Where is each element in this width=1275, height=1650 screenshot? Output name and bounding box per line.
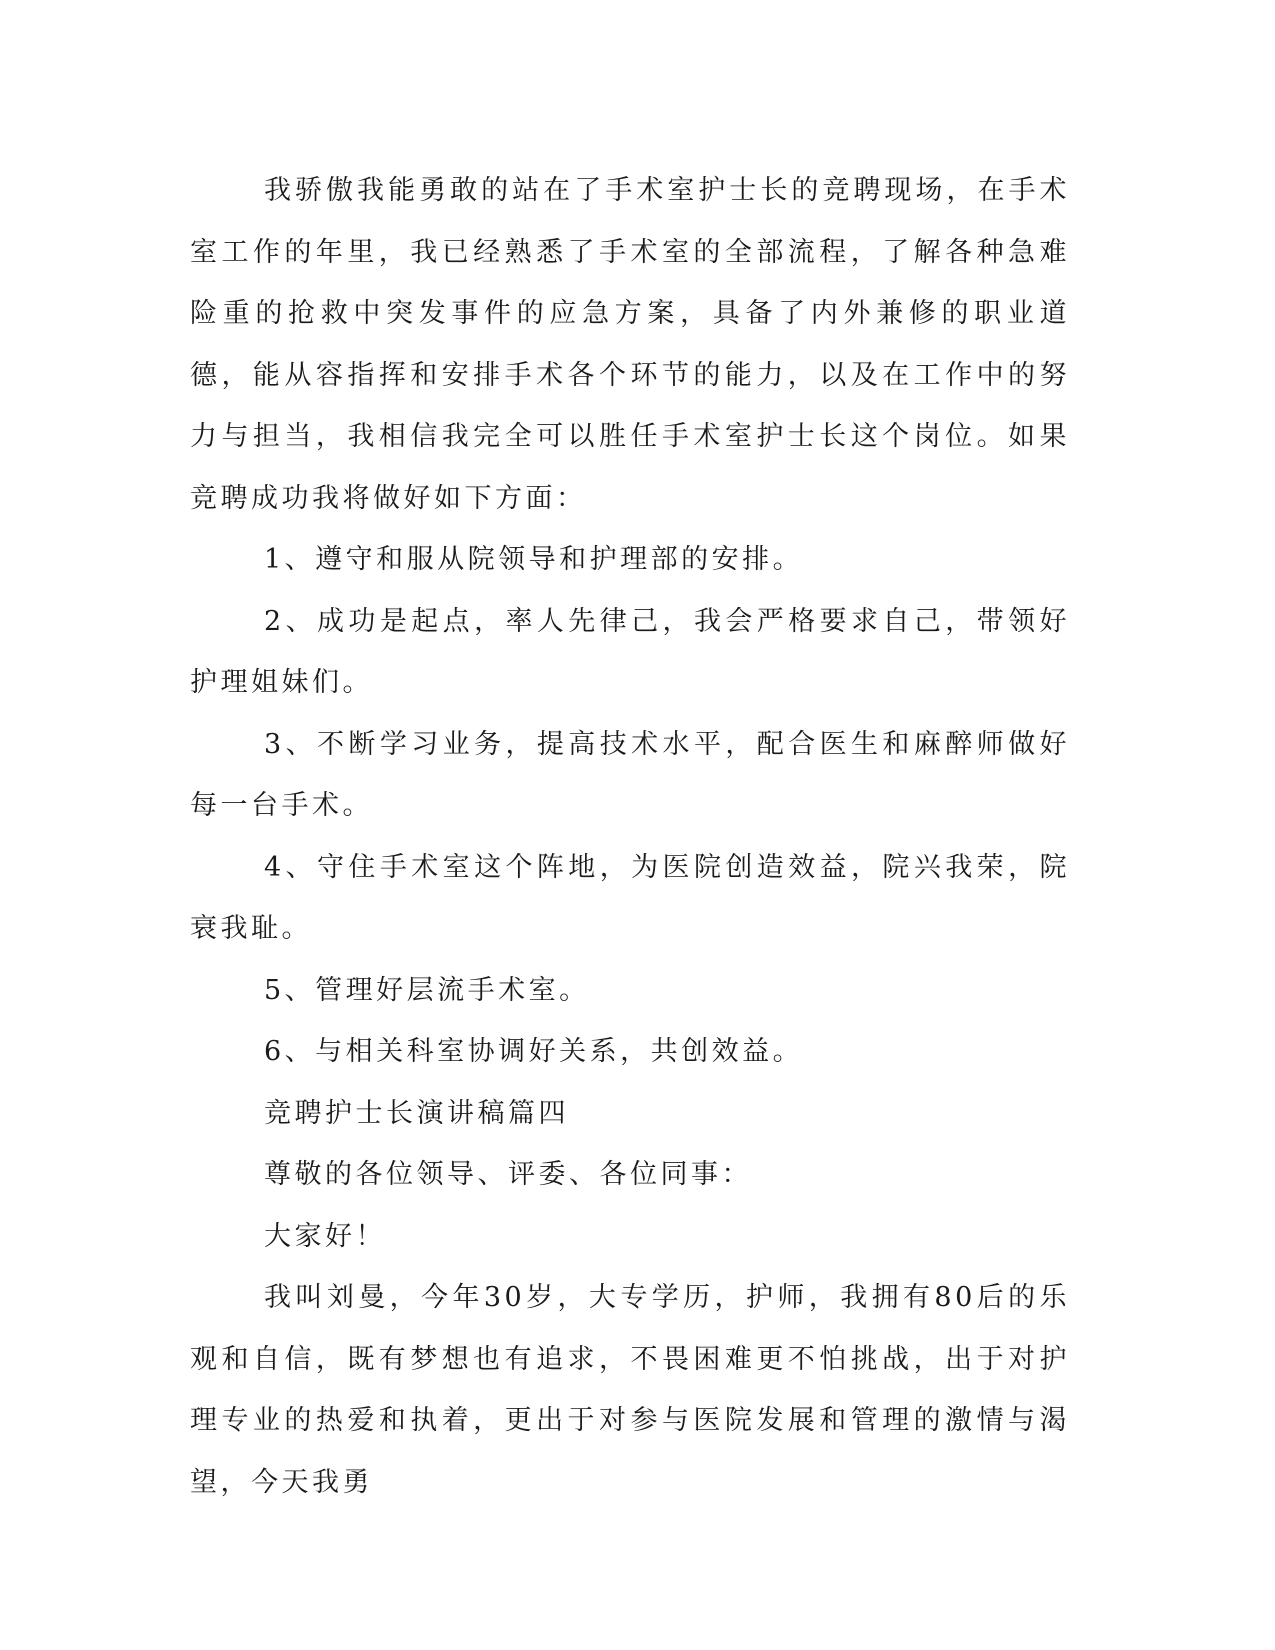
section-heading: 竞聘护士长演讲稿篇四 xyxy=(264,1097,569,1129)
paragraph-self-intro: 我叫刘曼，今年30岁，大专学历，护师，我拥有80后的乐观和自信，既有梦想也有追求，不畏困难更不怕挑战，出于对护理专业的热爱和执着，更出于对参与医院发展和管理的激情与渴望，今天我勇 xyxy=(190,1282,1070,1498)
list-item-5: 5、管理好层流手术室。 xyxy=(264,974,590,1006)
list-item-2: 2、成功是起点，率人先律己，我会严格要求自己，带领好护理姐妹们。 xyxy=(190,605,1070,698)
document-body xyxy=(190,160,1070,1513)
list-item-6: 6、与相关科室协调好关系，共创效益。 xyxy=(264,1036,804,1067)
paragraph-intro: 我骄傲我能勇敢的站在了手术室护士长的竞聘现场，在手术室工作的年里，我已经熟悉了手术室的全部流程，了解各种急难险重的抢救中突发事件的应急方案，具备了内外兼修的职业道德，能从容指挥和安排手术各个环节的能力，以及在工作中的努力与担当，我相信我完全可以胜任手术室护士长这个岗位。如果竞聘成功我将做好如下方面： xyxy=(190,175,1070,514)
list-item-3: 3、不断学习业务，提高技术水平，配合医生和麻醉师做好每一台手术。 xyxy=(190,728,1070,821)
salutation: 尊敬的各位领导、评委、各位同事： xyxy=(264,1159,752,1190)
greeting: 大家好！ xyxy=(264,1220,386,1252)
list-item-1: 1、遵守和服从院领导和护理部的安排。 xyxy=(264,544,804,575)
list-item-4: 4、守住手术室这个阵地，为医院创造效益，院兴我荣，院衰我耻。 xyxy=(190,851,1070,944)
